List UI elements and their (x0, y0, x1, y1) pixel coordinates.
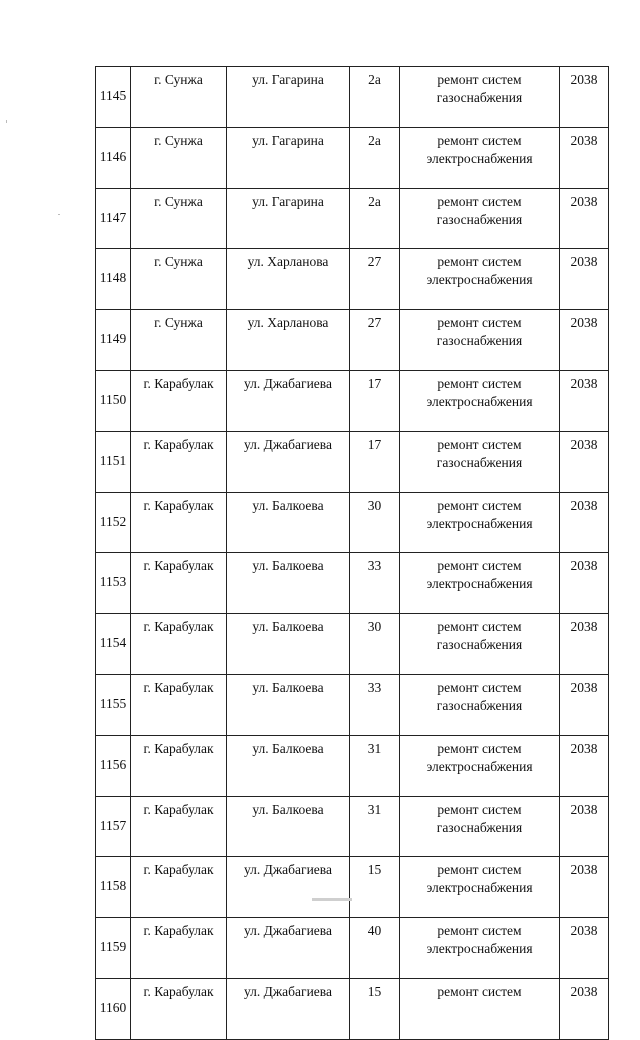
house-number: 15 (367, 983, 382, 999)
scan-edge-mark (58, 214, 60, 215)
city: г. Сунжа (154, 72, 203, 87)
street-cell (227, 978, 350, 1039)
street-cell (227, 918, 350, 979)
work-type: ремонт систем электроснабжения (426, 923, 533, 957)
city: г. Сунжа (154, 193, 203, 209)
scan-edge-mark (6, 120, 7, 123)
table-row (96, 796, 609, 857)
street-cell (227, 553, 350, 614)
year-cell (560, 67, 609, 128)
row-number: 1154 (99, 635, 127, 651)
work-type: ремонт систем электроснабжения (426, 132, 533, 166)
work-type: ремонт систем газоснабжения (436, 801, 523, 835)
work-type-cell (400, 735, 560, 796)
city-cell (131, 674, 227, 735)
house-cell (350, 674, 400, 735)
row-number: 1145 (99, 88, 127, 103)
year-cell (560, 492, 609, 553)
city-cell (131, 127, 227, 188)
year: 2038 (570, 862, 598, 878)
row-number-cell (96, 370, 131, 431)
house-cell (350, 796, 400, 857)
table-row (96, 857, 609, 918)
row-number: 1148 (99, 270, 127, 286)
street: ул. Балкоева (252, 619, 324, 635)
street: ул. Балкоева (252, 558, 324, 574)
row-number: 1153 (99, 574, 127, 590)
street: ул. Гагарина (252, 72, 324, 87)
work-type: ремонт систем газоснабжения (436, 72, 523, 105)
row-number: 1155 (99, 695, 127, 711)
house-cell (350, 492, 400, 553)
city-cell (131, 857, 227, 918)
street: ул. Балкоева (252, 679, 324, 695)
street: ул. Джабагиева (244, 436, 332, 452)
table-row (96, 614, 609, 675)
city-cell (131, 370, 227, 431)
row-number-cell (96, 431, 131, 492)
work-type-cell (400, 188, 560, 249)
city-cell (131, 249, 227, 310)
row-number-cell (96, 978, 131, 1039)
street: ул. Балкоева (252, 801, 324, 817)
house-number: 30 (367, 619, 382, 635)
city: г. Карабулак (143, 679, 214, 695)
row-number-cell (96, 796, 131, 857)
year-cell (560, 188, 609, 249)
work-type: ремонт систем электроснабжения (426, 740, 533, 774)
city: г. Сунжа (154, 132, 203, 148)
house-number: 15 (367, 862, 382, 878)
year-cell (560, 614, 609, 675)
street-cell (227, 735, 350, 796)
city: г. Карабулак (143, 740, 214, 756)
table-row (96, 553, 609, 614)
row-number-cell (96, 857, 131, 918)
work-type-cell (400, 249, 560, 310)
table-body (96, 67, 609, 1040)
work-type: ремонт систем газоснабжения (436, 436, 523, 470)
city: г. Карабулак (143, 436, 214, 452)
city: г. Карабулак (143, 375, 214, 391)
year-cell (560, 310, 609, 371)
house-number: 33 (367, 558, 382, 574)
street-cell (227, 310, 350, 371)
row-number-cell (96, 614, 131, 675)
work-type-cell (400, 67, 560, 128)
house-cell (350, 553, 400, 614)
city: г. Карабулак (143, 801, 214, 817)
city: г. Сунжа (154, 254, 203, 270)
year-cell (560, 553, 609, 614)
work-type: ремонт систем электроснабжения (426, 254, 533, 288)
house-cell (350, 735, 400, 796)
city: г. Карабулак (143, 558, 214, 574)
row-number-cell (96, 918, 131, 979)
house-number: 33 (367, 679, 382, 695)
year: 2038 (570, 923, 598, 939)
year-cell (560, 735, 609, 796)
row-number: 1150 (99, 391, 127, 407)
work-type-cell (400, 553, 560, 614)
street: ул. Джабагиева (244, 375, 332, 391)
year-cell (560, 796, 609, 857)
work-type: ремонт систем (437, 983, 522, 999)
work-type-cell (400, 674, 560, 735)
year: 2038 (570, 315, 598, 331)
house-cell (350, 918, 400, 979)
work-type: ремонт систем электроснабжения (426, 497, 533, 531)
city-cell (131, 735, 227, 796)
city-cell (131, 431, 227, 492)
street: ул. Гагарина (252, 193, 324, 209)
year: 2038 (570, 740, 598, 756)
year: 2038 (570, 558, 598, 574)
house-cell (350, 857, 400, 918)
row-number: 1149 (99, 331, 127, 347)
row-number-cell (96, 735, 131, 796)
city: г. Карабулак (143, 497, 214, 513)
street-cell (227, 370, 350, 431)
house-cell (350, 310, 400, 371)
work-type-cell (400, 310, 560, 371)
work-type: ремонт систем электроснабжения (426, 558, 533, 592)
house-number: 27 (367, 254, 382, 270)
city: г. Карабулак (143, 619, 214, 635)
work-type-cell (400, 796, 560, 857)
row-number: 1156 (99, 756, 127, 772)
house-cell (350, 188, 400, 249)
house-number: 31 (367, 740, 382, 756)
city-cell (131, 492, 227, 553)
street-cell (227, 796, 350, 857)
table-row (96, 188, 609, 249)
street-cell (227, 614, 350, 675)
street: ул. Джабагиева (244, 983, 332, 999)
work-type-cell (400, 370, 560, 431)
house-cell (350, 249, 400, 310)
city-cell (131, 918, 227, 979)
street: ул. Харланова (247, 254, 329, 270)
house-number: 40 (367, 923, 382, 939)
house-number: 17 (367, 436, 382, 452)
city-cell (131, 310, 227, 371)
city-cell (131, 188, 227, 249)
work-type: ремонт систем газоснабжения (436, 619, 523, 653)
work-type: ремонт систем газоснабжения (436, 315, 523, 349)
city-cell (131, 67, 227, 128)
table-row (96, 249, 609, 310)
work-type-cell (400, 918, 560, 979)
row-number-cell (96, 249, 131, 310)
city: г. Карабулак (143, 923, 214, 939)
row-number: 1160 (99, 999, 127, 1015)
work-type: ремонт систем электроснабжения (426, 375, 533, 409)
work-type-cell (400, 127, 560, 188)
work-type-cell (400, 857, 560, 918)
row-number: 1152 (99, 513, 127, 529)
street-cell (227, 249, 350, 310)
street: ул. Балкоева (252, 497, 324, 513)
city-cell (131, 796, 227, 857)
year-cell (560, 918, 609, 979)
year: 2038 (570, 193, 598, 209)
row-number-cell (96, 674, 131, 735)
row-number-cell (96, 67, 131, 128)
street: ул. Джабагиева (244, 923, 332, 939)
year: 2038 (570, 497, 598, 513)
house-cell (350, 127, 400, 188)
street-cell (227, 492, 350, 553)
row-number: 1147 (99, 209, 127, 225)
street-cell (227, 127, 350, 188)
year: 2038 (570, 72, 598, 87)
year-cell (560, 857, 609, 918)
street-cell (227, 431, 350, 492)
house-number: 31 (367, 801, 382, 817)
row-number-cell (96, 310, 131, 371)
table-row (96, 492, 609, 553)
work-type: ремонт систем газоснабжения (436, 679, 523, 713)
table-row (96, 735, 609, 796)
year-cell (560, 674, 609, 735)
table-row (96, 370, 609, 431)
house-number: 30 (367, 497, 382, 513)
street-cell (227, 188, 350, 249)
row-number: 1159 (99, 939, 127, 955)
city-cell (131, 614, 227, 675)
year: 2038 (570, 679, 598, 695)
row-number-cell (96, 127, 131, 188)
city-cell (131, 553, 227, 614)
city: г. Сунжа (154, 315, 203, 331)
house-cell (350, 431, 400, 492)
house-cell (350, 614, 400, 675)
year: 2038 (570, 619, 598, 635)
street-cell (227, 67, 350, 128)
year-cell (560, 249, 609, 310)
street: ул. Балкоева (252, 740, 324, 756)
house-number: 27 (367, 315, 382, 331)
scan-footer-smudge (312, 898, 352, 901)
street: ул. Харланова (247, 315, 329, 331)
year: 2038 (570, 801, 598, 817)
work-type-cell (400, 492, 560, 553)
year: 2038 (570, 254, 598, 270)
work-type-cell (400, 431, 560, 492)
city: г. Карабулак (143, 862, 214, 878)
row-number: 1151 (99, 452, 127, 468)
house-number: 2а (368, 72, 381, 87)
house-cell (350, 370, 400, 431)
row-number: 1146 (99, 148, 127, 164)
table-row (96, 67, 609, 128)
table-row (96, 310, 609, 371)
year-cell (560, 370, 609, 431)
house-number: 17 (367, 375, 382, 391)
table-row (96, 431, 609, 492)
table-row (96, 918, 609, 979)
street-cell (227, 857, 350, 918)
year: 2038 (570, 436, 598, 452)
row-number-cell (96, 188, 131, 249)
housing-repair-table (95, 66, 609, 1040)
street: ул. Гагарина (252, 132, 324, 148)
house-cell (350, 978, 400, 1039)
work-type: ремонт систем газоснабжения (436, 193, 523, 227)
street-cell (227, 674, 350, 735)
year: 2038 (570, 983, 598, 999)
table-row (96, 674, 609, 735)
city-cell (131, 978, 227, 1039)
house-number: 2а (368, 132, 381, 148)
year: 2038 (570, 375, 598, 391)
year-cell (560, 127, 609, 188)
street: ул. Джабагиева (244, 862, 332, 878)
row-number: 1157 (99, 817, 127, 833)
row-number-cell (96, 492, 131, 553)
work-type-cell (400, 978, 560, 1039)
city: г. Карабулак (143, 983, 214, 999)
year: 2038 (570, 132, 598, 148)
table-row (96, 978, 609, 1039)
house-number: 2а (368, 193, 381, 209)
row-number-cell (96, 553, 131, 614)
work-type-cell (400, 614, 560, 675)
house-cell (350, 67, 400, 128)
work-type: ремонт систем электроснабжения (426, 862, 533, 896)
year-cell (560, 978, 609, 1039)
year-cell (560, 431, 609, 492)
table-row (96, 127, 609, 188)
row-number: 1158 (99, 878, 127, 894)
